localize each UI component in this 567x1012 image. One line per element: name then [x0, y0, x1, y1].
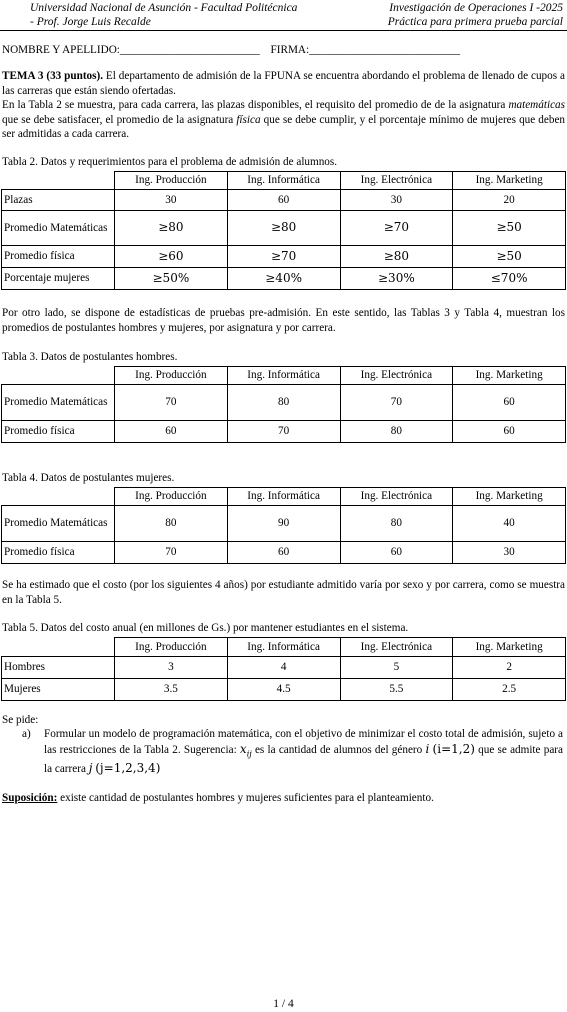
table-row: [2, 190, 566, 211]
table-cell: 60: [453, 385, 566, 421]
table-cell: 80: [340, 506, 453, 542]
problem-statement: [2, 69, 565, 142]
problem-paragraph-2: En la Tabla 2 se muestra, para cada carrera, las plazas disponibles, el requisito del promedio de de la asignatura matemáticas que se debe satisfacer, el promedio de la asignatura física que se debe cumplir, y el porcentaje mínimo de mujeres que deben ser admitidas a cada carrera.: [2, 99, 566, 141]
table-cell: ≥80: [227, 211, 340, 246]
index-i: i: [425, 742, 430, 756]
header-subtitle: Práctica para primera prueba parcial: [387, 16, 563, 28]
table4-corner: [2, 488, 115, 506]
row-label: Hombres: [2, 657, 115, 679]
ask-label: Se pide:: [2, 714, 39, 726]
row-label: Promedio física: [2, 421, 115, 443]
table3-caption: Tabla 3. Datos de postulantes hombres.: [2, 351, 178, 363]
table-cell: 5: [340, 657, 453, 679]
table-cell: ≥70: [340, 211, 453, 246]
table-cell: ≥70: [227, 246, 340, 268]
table-cell: 30: [115, 190, 228, 211]
row-label: Promedio Matemáticas: [2, 385, 115, 421]
header-course: Investigación de Operaciones I -2025: [389, 2, 563, 14]
table-cell: ≥80: [340, 246, 453, 268]
table-cell: 40: [453, 506, 566, 542]
paragraph-cost: Se ha estimado que el costo (por los siguientes 4 años) por estudiante admitido varía por sexo y por carrera, como se muestra en la Tabla 5.: [2, 579, 565, 606]
table-cell: ≤70%: [453, 268, 566, 290]
table5-corner: [2, 638, 115, 657]
table-cell: 2.5: [453, 679, 566, 701]
form-line: [2, 43, 565, 58]
table-row: [2, 211, 566, 246]
table-cell: 20: [453, 190, 566, 211]
table-cell: 80: [227, 385, 340, 421]
table-row: [2, 657, 566, 679]
table5-header-row: [2, 638, 566, 657]
row-label: Promedio Matemáticas: [2, 506, 115, 542]
table-row: [2, 542, 566, 564]
table-cell: ≥30%: [340, 268, 453, 290]
table-cell: 4: [227, 657, 340, 679]
table-cell: 3.5: [115, 679, 228, 701]
table-cell: 30: [453, 542, 566, 564]
row-label: Promedio física: [2, 246, 115, 268]
table-row: [2, 679, 566, 701]
table-cell: ≥50: [453, 211, 566, 246]
row-label: Promedio Matemáticas: [2, 211, 115, 246]
table-cell: 60: [115, 421, 228, 443]
table5-caption: Tabla 5. Datos del costo anual (en millones de Gs.) por mantener estudiantes en el sistema.: [2, 622, 409, 634]
index-j-range: (j=1,2,3,4): [95, 761, 161, 776]
column-header: Ing. Producción: [115, 488, 228, 506]
table-cell: ≥50%: [115, 268, 228, 290]
table-cell: 80: [115, 506, 228, 542]
index-j: j: [88, 761, 93, 776]
column-header: Ing. Electrónica: [340, 172, 453, 190]
assumption-text: existe cantidad de postulantes hombres y mujeres suficientes para el planteamiento.: [57, 792, 434, 804]
table-cell: 70: [115, 385, 228, 421]
row-label: Promedio física: [2, 542, 115, 564]
table-cell: ≥40%: [227, 268, 340, 290]
table-cell: 5.5: [340, 679, 453, 701]
table-cell: 70: [115, 542, 228, 564]
table-cell: 60: [453, 421, 566, 443]
row-label: Plazas: [2, 190, 115, 211]
task-text: Formular un modelo de programación matemática, con el objetivo de minimizar el costo total de admisión, sujeto a las restricciones de la Tabla 2. Sugerencia: $x_{ij}$ es la cantidad de alumnos del género i (i=1,2) que se admite para la carrera j (j=1,2,3,4): [44, 728, 563, 776]
table4-header-row: [2, 488, 566, 506]
table-cell: ≥80: [115, 211, 228, 246]
column-header: Ing. Marketing: [453, 367, 566, 385]
index-i-range: (i=1,2): [432, 742, 475, 756]
table-cell: 4.5: [227, 679, 340, 701]
table-row: [2, 246, 566, 268]
row-label: Porcentaje mujeres: [2, 268, 115, 290]
table-cell: 3: [115, 657, 228, 679]
table5-costs: [1, 637, 566, 701]
problem-title: TEMA 3 (33 puntos).: [2, 70, 104, 82]
table-cell: 2: [453, 657, 566, 679]
header-university: Universidad Nacional de Asunción - Facultad Politécnica: [30, 2, 298, 14]
column-header: Ing. Marketing: [453, 172, 566, 190]
table3-header-row: [2, 367, 566, 385]
table3-men: [1, 366, 566, 443]
table-cell: ≥50: [453, 246, 566, 268]
table4-caption: Tabla 4. Datos de postulantes mujeres.: [2, 472, 175, 484]
paragraph-statistics: Por otro lado, se dispone de estadísticas de pruebas pre-admisión. En este sentido, las Tablas 3 y Tabla 4, muestran los promedios de postulantes hombres y mujeres, por asignatura y por carrera.: [2, 307, 565, 334]
table-cell: 30: [340, 190, 453, 211]
table-row: [2, 506, 566, 542]
row-label: Mujeres: [2, 679, 115, 701]
table-cell: 60: [227, 190, 340, 211]
table-cell: 70: [227, 421, 340, 443]
column-header: Ing. Marketing: [453, 488, 566, 506]
table-row: [2, 268, 566, 290]
table-cell: 90: [227, 506, 340, 542]
column-header: Ing. Informática: [227, 367, 340, 385]
variable-x: $x_{ij}$: [239, 742, 252, 759]
page-number: 1 / 4: [273, 998, 294, 1010]
table-cell: ≥60: [115, 246, 228, 268]
column-header: Ing. Informática: [227, 172, 340, 190]
table-row: [2, 421, 566, 443]
assumption-label: Suposición:: [2, 792, 58, 804]
column-header: Ing. Marketing: [453, 638, 566, 657]
column-header: Ing. Electrónica: [340, 488, 453, 506]
column-header: Ing. Producción: [115, 172, 228, 190]
column-header: Ing. Producción: [115, 638, 228, 657]
column-header: Ing. Electrónica: [340, 638, 453, 657]
table-cell: 70: [340, 385, 453, 421]
table-cell: 60: [227, 542, 340, 564]
table2-header-row: [2, 172, 566, 190]
table-cell: 80: [340, 421, 453, 443]
table2-requirements: [1, 171, 566, 290]
column-header: Ing. Producción: [115, 367, 228, 385]
column-header: Ing. Informática: [227, 638, 340, 657]
task-marker: a): [22, 728, 31, 740]
table2-caption: Tabla 2. Datos y requerimientos para el problema de admisión de alumnos.: [2, 156, 338, 168]
table-cell: 60: [340, 542, 453, 564]
table2-corner: [2, 172, 115, 190]
name-field-label: NOMBRE Y APELLIDO:_________________________: [2, 44, 260, 56]
header-professor: - Prof. Jorge Luis Recalde: [30, 16, 151, 28]
column-header: Ing. Informática: [227, 488, 340, 506]
task-item-a: [22, 727, 563, 777]
header-divider: [0, 30, 567, 31]
table4-women: [1, 487, 566, 564]
problem-intro: TEMA 3 (33 puntos). El departamento de admisión de la FPUNA se encuentra abordando el problema de llenado de cupos a las carreras que están siendo ofertadas.: [2, 70, 565, 97]
assumption-line: [2, 791, 565, 806]
table3-corner: [2, 367, 115, 385]
column-header: Ing. Electrónica: [340, 367, 453, 385]
signature-field-label: FIRMA:___________________________: [270, 44, 461, 56]
table-row: [2, 385, 566, 421]
